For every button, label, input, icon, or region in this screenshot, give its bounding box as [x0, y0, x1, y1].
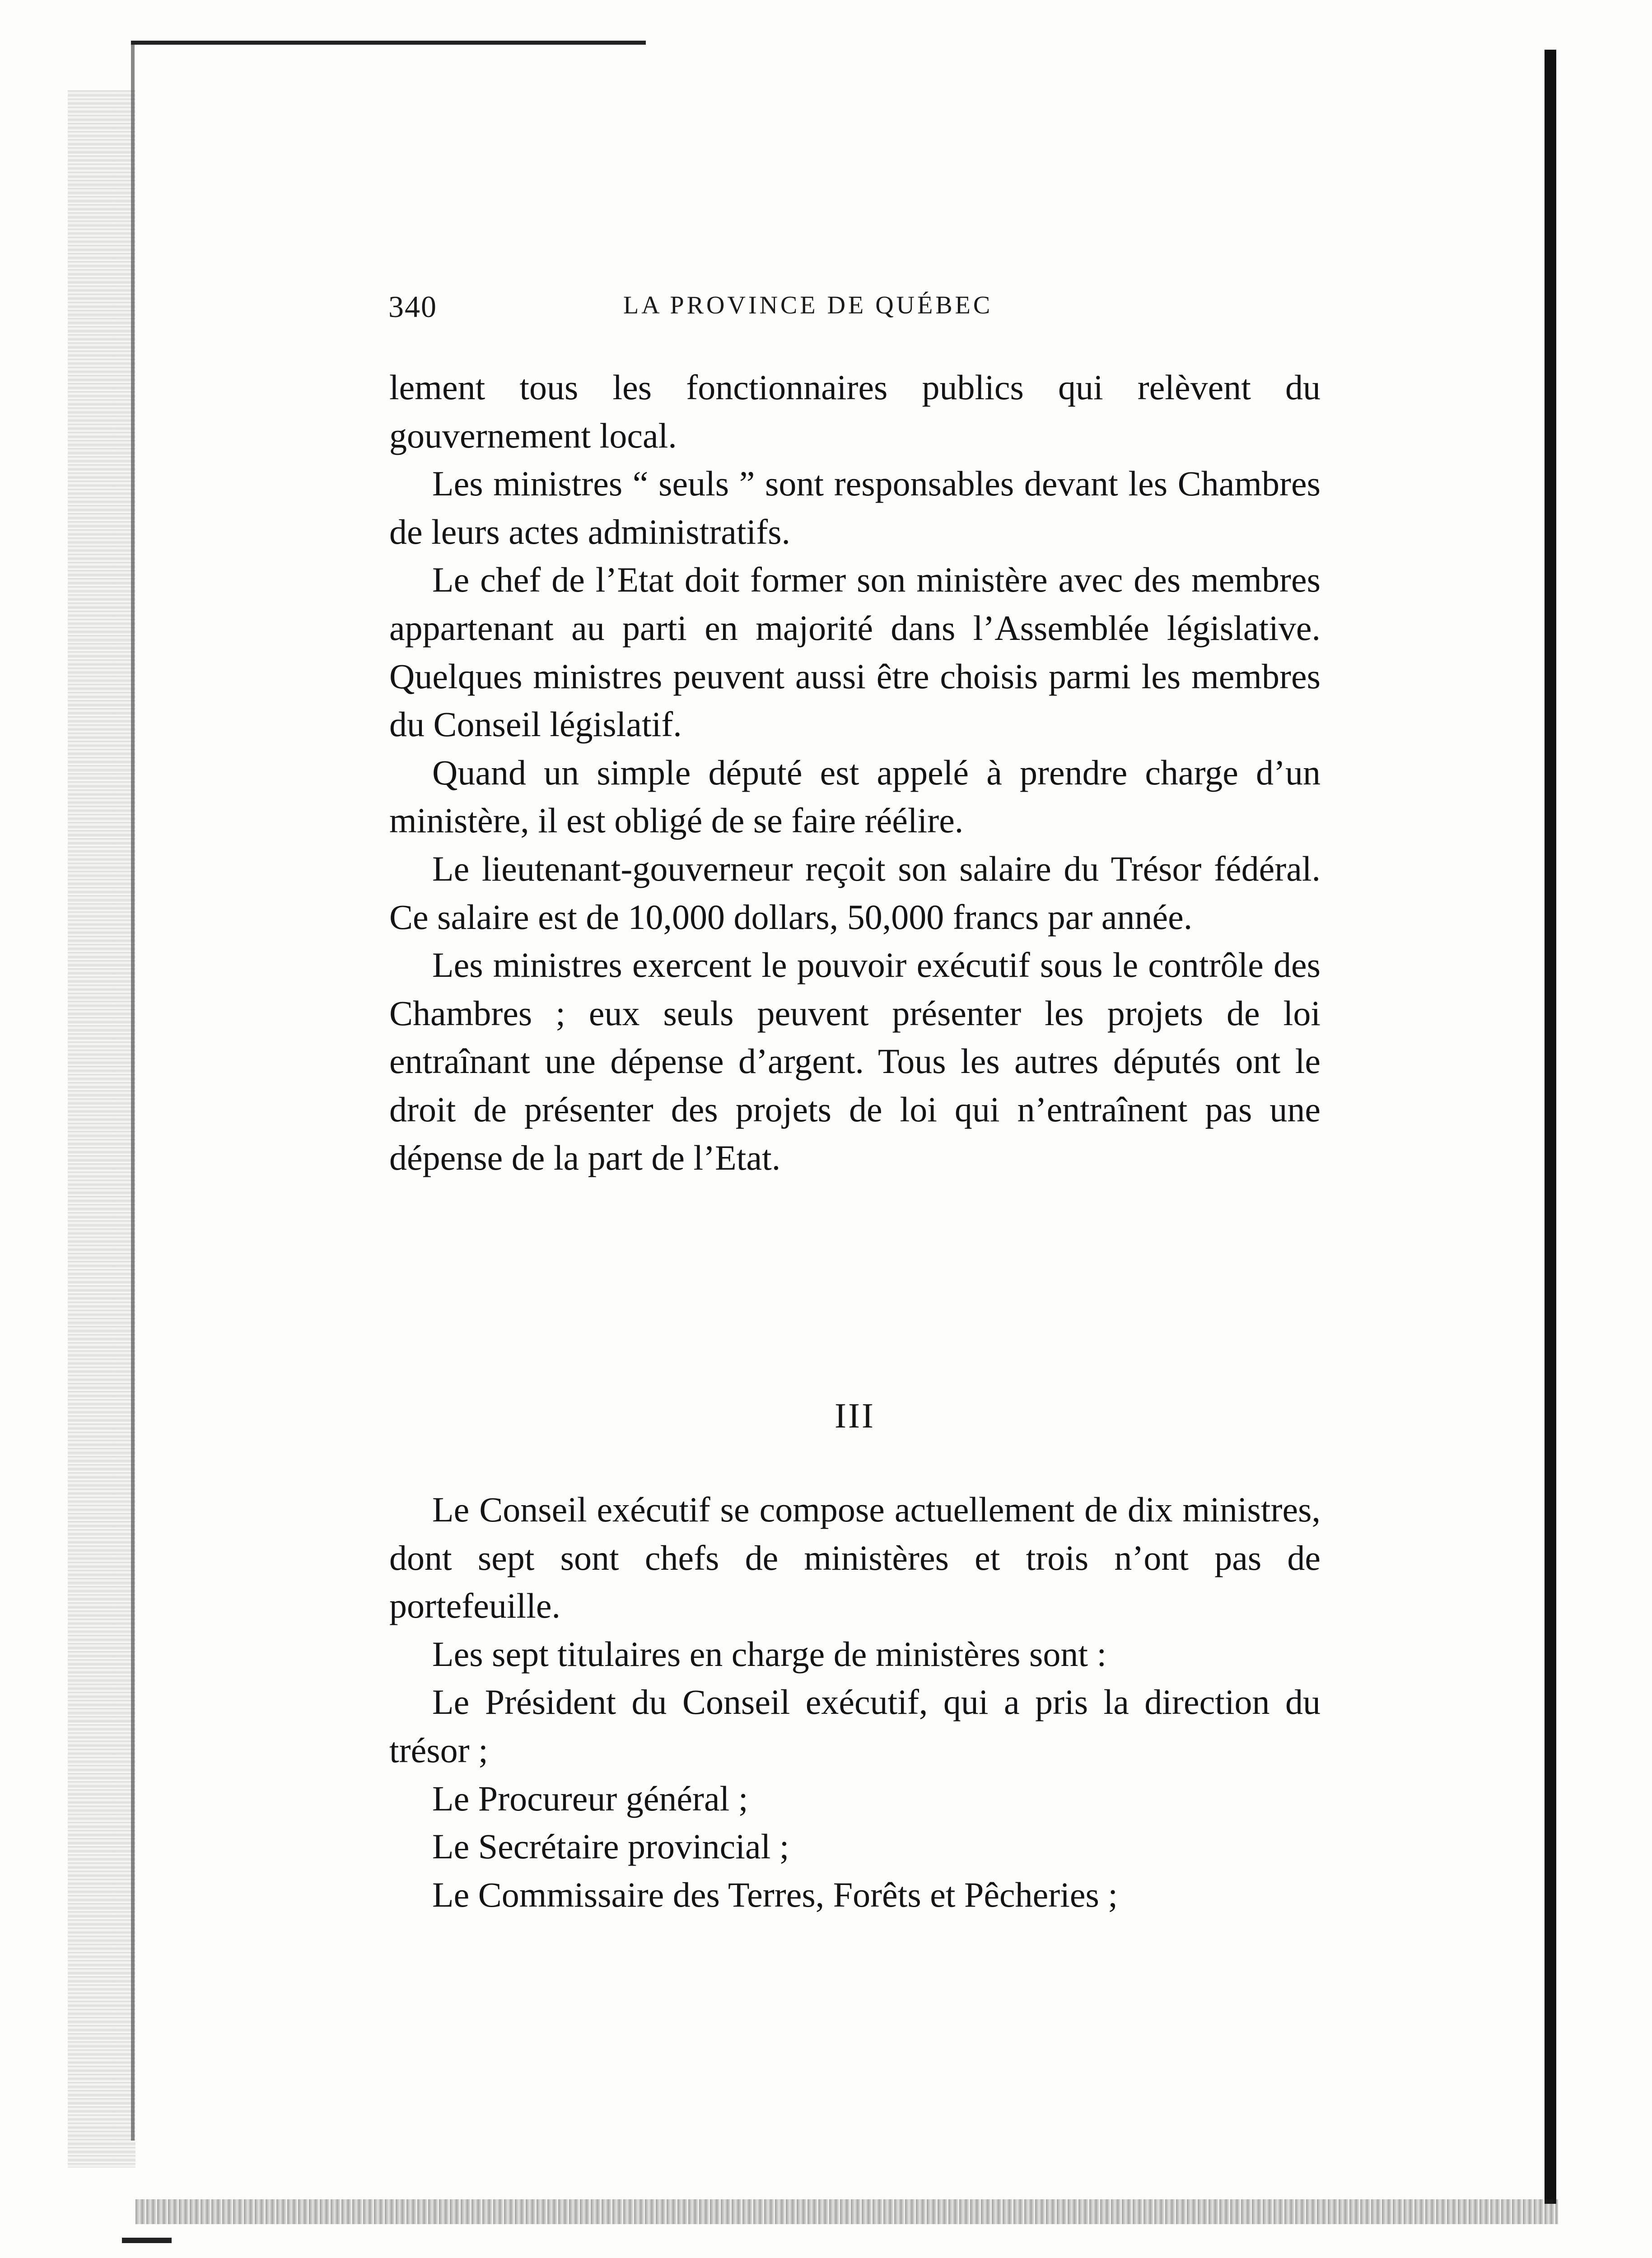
- list-item: Le Procureur général ;: [432, 1778, 748, 1818]
- paragraph: Le Président du Conseil exécutif, qui a pris la direction du trésor ;: [389, 1682, 1321, 1770]
- section-heading: III: [835, 1396, 875, 1435]
- scan-bottom-edge: [135, 2199, 1558, 2224]
- paragraph: Les ministres “ seuls ” sont responsables devant les Chambres de leurs actes administratifs.: [389, 464, 1321, 551]
- body-text-bottom: [389, 1486, 1321, 1919]
- list-item: Le Commissaire des Terres, Forêts et Pêcheries ;: [432, 1875, 1118, 1914]
- paragraph: lement tous les fonctionnaires publics qui relèvent du gouvernement local.: [389, 368, 1321, 455]
- body-text-top: [389, 364, 1321, 1182]
- scan-top-edge: [131, 41, 646, 45]
- running-title: LA PROVINCE DE QUÉBEC: [623, 291, 993, 319]
- paragraph: Les sept titulaires en charge de ministères sont :: [432, 1634, 1107, 1674]
- scan-right-edge: [1545, 50, 1556, 2204]
- scan-bottom-mark: [122, 2238, 172, 2243]
- scan-gutter-shadow: [68, 90, 135, 2168]
- paragraph: Le Conseil exécutif se compose actuellement de dix ministres, dont sept sont chefs de ministères et trois n’ont pas de portefeuille.: [389, 1490, 1321, 1626]
- paragraph: Quand un simple député est appelé à prendre charge d’un ministère, il est obligé de se faire réélire.: [389, 752, 1321, 840]
- scan-gutter-line: [131, 41, 135, 2141]
- page-number: 340: [388, 289, 437, 324]
- paragraph: Le lieutenant-gouverneur reçoit son salaire du Trésor fédéral. Ce salaire est de 10,000 dollars, 50,000 francs par année.: [389, 849, 1321, 937]
- running-head: [388, 289, 1328, 334]
- paragraph: Le chef de l’Etat doit former son ministère avec des membres appartenant au parti en majorité dans l’Assemblée législative. Quelques ministres peuvent aussi être choisis parmi les membres du Conseil législatif.: [389, 560, 1321, 744]
- paragraph: Les ministres exercent le pouvoir exécutif sous le contrôle des Chambres ; eux seuls peuvent présenter les projets de loi entraînant une dépense d’argent. Tous les autres députés ont le droit de présenter des projets de loi qui n’entraînent pas une dépense de la part de l’Etat.: [389, 945, 1321, 1177]
- list-item: Le Secrétaire provincial ;: [432, 1827, 789, 1866]
